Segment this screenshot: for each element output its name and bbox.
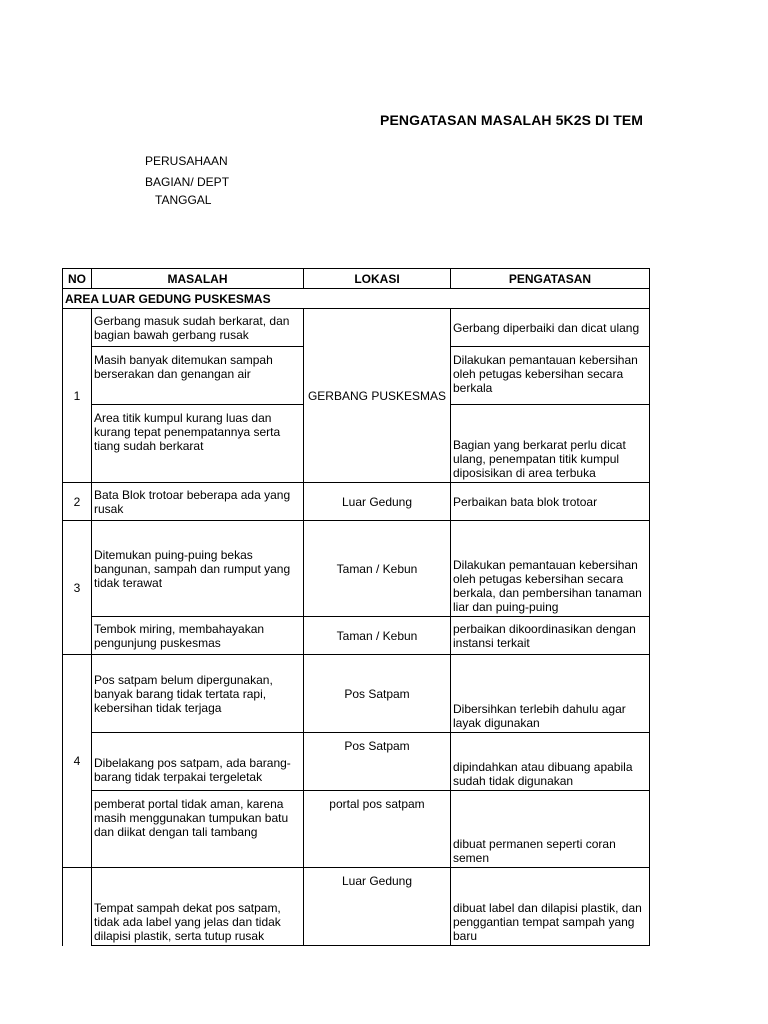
header-masalah: MASALAH	[92, 269, 304, 289]
masalah-cell: Area titik kumpul kurang luas dan kurang tepat penempatannya serta tiang sudah berkarat	[92, 405, 304, 483]
section-title: AREA LUAR GEDUNG PUSKESMAS	[63, 289, 650, 309]
lokasi-cell: Taman / Kebun	[304, 617, 451, 655]
date-label: TANGGAL	[155, 193, 212, 207]
problem-table	[62, 268, 650, 946]
row-number: 3	[63, 521, 92, 655]
row-number: 4	[63, 655, 92, 868]
pengatasan-cell: Gerbang diperbaiki dan dicat ulang	[451, 309, 650, 347]
pengatasan-cell: Bagian yang berkarat perlu dicat ulang, penempatan titik kumpul diposisikan di area terbuka	[451, 405, 650, 483]
masalah-cell: Ditemukan puing-puing bekas bangunan, sampah dan rumput yang tidak terawat	[92, 521, 304, 617]
lokasi-cell: GERBANG PUSKESMAS	[304, 309, 451, 483]
masalah-cell: pemberat portal tidak aman, karena masih menggunakan tumpukan batu dan diikat dengan tali tambang	[92, 791, 304, 868]
table-row	[63, 733, 650, 791]
pengatasan-cell: dibuat label dan dilapisi plastik, dan penggantian tempat sampah yang baru	[451, 868, 650, 946]
header-no: NO	[63, 269, 92, 289]
masalah-cell: Tembok miring, membahayakan pengunjung puskesmas	[92, 617, 304, 655]
table-row	[63, 483, 650, 521]
table-row	[63, 655, 650, 733]
document-title: PENGATASAN MASALAH 5K2S DI TEM	[380, 112, 644, 128]
table-row	[63, 868, 650, 946]
table-row	[63, 309, 650, 347]
lokasi-cell: Pos Satpam	[304, 655, 451, 733]
lokasi-cell: Pos Satpam	[304, 733, 451, 791]
pengatasan-cell: Perbaikan bata blok trotoar	[451, 483, 650, 521]
masalah-cell: Gerbang masuk sudah berkarat, dan bagian bawah gerbang rusak	[92, 309, 304, 347]
row-number: 1	[63, 309, 92, 483]
section-row	[63, 289, 650, 309]
masalah-cell: Pos satpam belum dipergunakan, banyak barang tidak tertata rapi, kebersihan tidak terjaga	[92, 655, 304, 733]
pengatasan-cell: perbaikan dikoordinasikan dengan instansi terkait	[451, 617, 650, 655]
lokasi-cell: Taman / Kebun	[304, 521, 451, 617]
department-label: BAGIAN/ DEPT	[145, 175, 230, 189]
masalah-cell: Bata Blok trotoar beberapa ada yang rusak	[92, 483, 304, 521]
lokasi-cell: portal pos satpam	[304, 791, 451, 868]
masalah-cell: Dibelakang pos satpam, ada barang-barang tidak terpakai tergeletak	[92, 733, 304, 791]
company-label: PERUSAHAAN	[145, 154, 228, 168]
row-number	[63, 868, 92, 946]
table-header-row	[63, 269, 650, 289]
lokasi-cell: Luar Gedung	[304, 868, 451, 946]
pengatasan-cell: dipindahkan atau dibuang apabila sudah tidak digunakan	[451, 733, 650, 791]
pengatasan-cell: dibuat permanen seperti coran semen	[451, 791, 650, 868]
header-pengatasan: PENGATASAN	[451, 269, 650, 289]
pengatasan-cell: Dilakukan pemantauan kebersihan oleh petugas kebersihan secara berkala	[451, 347, 650, 405]
table-row	[63, 521, 650, 617]
header-lokasi: LOKASI	[304, 269, 451, 289]
row-number: 2	[63, 483, 92, 521]
pengatasan-cell: Dilakukan pemantauan kebersihan oleh petugas kebersihan secara berkala, dan pembersihan tanaman liar dan puing-puing	[451, 521, 650, 617]
table-row	[63, 791, 650, 868]
pengatasan-cell: Dibersihkan terlebih dahulu agar layak digunakan	[451, 655, 650, 733]
masalah-cell: Masih banyak ditemukan sampah berserakan dan genangan air	[92, 347, 304, 405]
masalah-cell: Tempat sampah dekat pos satpam, tidak ada label yang jelas dan tidak dilapisi plastik, serta tutup rusak	[92, 868, 304, 946]
lokasi-cell: Luar Gedung	[304, 483, 451, 521]
table-row	[63, 617, 650, 655]
